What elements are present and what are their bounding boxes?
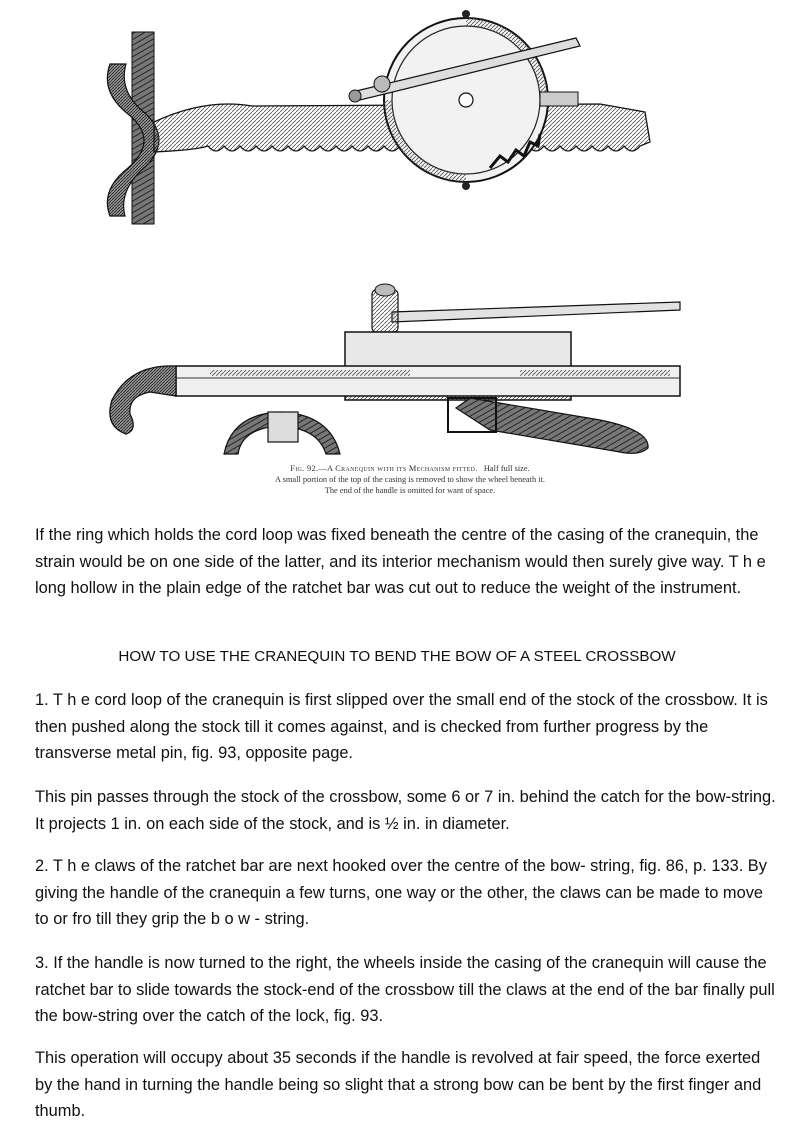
paragraph-step-1: 1. T h e cord loop of the cranequin is first slipped over the small end of the stock of the crossbow. It is then pushed along the stock till it comes against, and is checked from further progress by the transverse metal pin, fig. 93, opposite page. (35, 691, 768, 762)
side-view (110, 284, 680, 454)
caption-scale: Half full size. (483, 464, 530, 473)
paragraph-step-3: 3. If the handle is now turned to the right, the wheels inside the casing of the cranequin will cause the ratchet bar to slide towards the stock-end of the crossbow till the claws at the end of the bar finally pull the bow-string over the catch of the lock, fig. 93. (35, 954, 775, 1025)
caption-line-1 (190, 463, 630, 474)
cranequin-illustration (0, 0, 794, 505)
paragraph-step-2: 2. T h e claws of the ratchet bar are next hooked over the centre of the bow- string, fig. 86, p. 133. By giving the handle of the cranequin a few turns, one way or the other, the claws can be made to move to or fro till they grip the b o w - string. (35, 857, 767, 928)
cranequin-engraving (0, 0, 794, 505)
caption-line-3: The end of the handle is omitted for want of space. (324, 486, 496, 495)
paragraph-ring-placement: If the ring which holds the cord loop was fixed beneath the centre of the casing of the cranequin, the strain would be on one side of the latter, and its interior mechanism would then surely give way. T h e long hollow in the plain edge of the ratchet bar was cut out to reduce the weight of the instrument. (35, 526, 766, 597)
top-view (107, 10, 650, 224)
paragraph-pin: This pin passes through the stock of the crossbow, some 6 or 7 in. behind the catch for the bow-string. It projects 1 in. on each side of the stock, and is ½ in. in diameter. (35, 788, 776, 833)
figure-caption (190, 463, 630, 496)
caption-line-2: A small portion of the top of the casing is removed to show the wheel beneath it. (274, 475, 546, 484)
paragraph-operation: This operation will occupy about 35 seconds if the handle is revolved at fair speed, the force exerted by the hand in turning the handle being so slight that a strong bow can be bent by the first finger and thumb. (35, 1049, 762, 1120)
section-heading: HOW TO USE THE CRANEQUIN TO BEND THE BOW OF A STEEL CROSSBOW (118, 648, 676, 665)
caption-title: Fig. 92.—A Cranequin with its Mechanism fitted. (290, 464, 478, 473)
